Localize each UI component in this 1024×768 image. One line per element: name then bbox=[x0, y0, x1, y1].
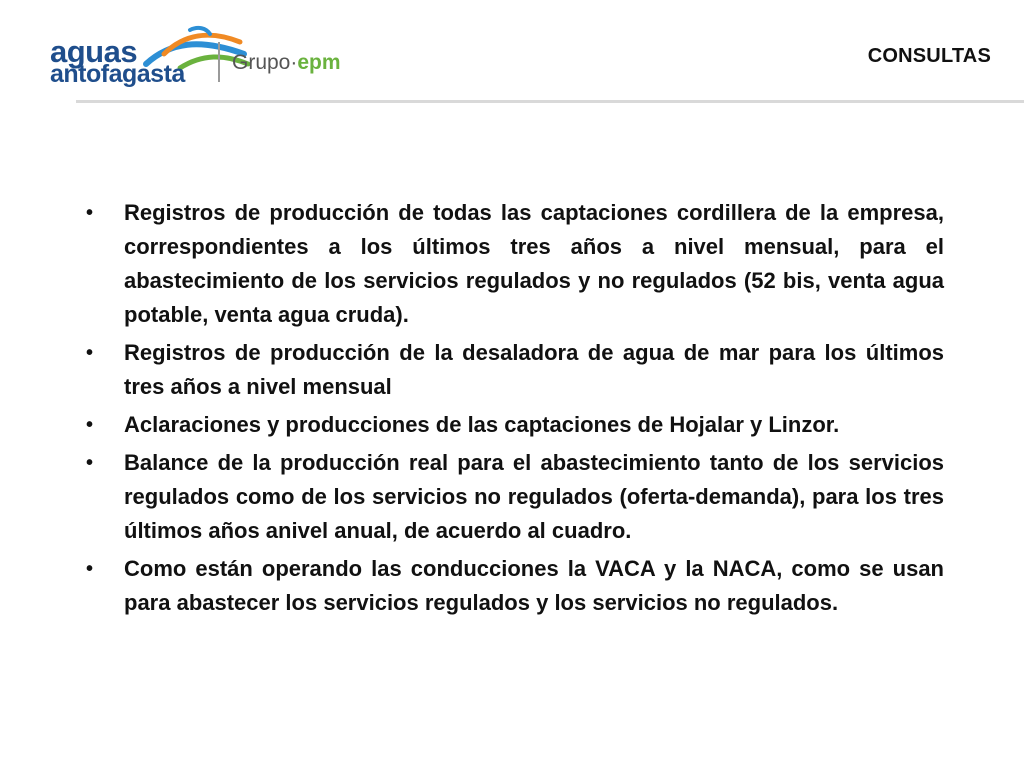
header-divider bbox=[76, 100, 1024, 103]
bullet-item bbox=[86, 196, 944, 332]
bullet-icon: • bbox=[86, 452, 94, 474]
bullet-icon: • bbox=[86, 202, 94, 224]
bullet-item bbox=[86, 446, 944, 548]
bullet-icon: • bbox=[86, 558, 94, 580]
logo-text-aguas: aguas bbox=[50, 34, 138, 69]
logo-text-antofagasta: antofagasta bbox=[50, 60, 185, 88]
bullet-item bbox=[86, 336, 944, 404]
bullet-text: Aclaraciones y producciones de las captaciones de Hojalar y Linzor. bbox=[124, 412, 840, 437]
bullet-text: Como están operando las conducciones la VACA y la NACA, como se usan para abastecer los servicios regulados y los servicios no regulados. bbox=[124, 556, 944, 615]
header bbox=[0, 0, 1024, 104]
bullet-item bbox=[86, 552, 944, 620]
logo-divider bbox=[218, 42, 220, 82]
bullet-text: Registros de producción de la desaladora de agua de mar para los últimos tres años a nivel mensual bbox=[124, 340, 944, 399]
bullet-icon: • bbox=[86, 342, 94, 364]
main-content bbox=[86, 196, 944, 624]
bullet-text: Balance de la producción real para el abastecimiento tanto de los servicios regulados como de los servicios no regulados (oferta-demanda), para los tres últimos años anivel anual, de acuerdo al cuadro. bbox=[124, 450, 944, 543]
aguas-antofagasta-logo bbox=[50, 24, 210, 90]
bullet-list bbox=[86, 196, 944, 620]
page-title: CONSULTAS bbox=[867, 45, 991, 67]
logo-text-grupo: Grupo· bbox=[232, 51, 298, 74]
bullet-icon: • bbox=[86, 414, 94, 436]
bullet-text: Registros de producción de todas las captaciones cordillera de la empresa, correspondientes a los últimos tres años a nivel mensual, para el abastecimiento de los servicios regulados y no regulados (52 bis, venta agua potable, venta agua cruda). bbox=[124, 200, 944, 327]
bullet-item bbox=[86, 408, 944, 442]
logo-text-epm: epm bbox=[297, 51, 341, 74]
grupo-epm-logo bbox=[232, 52, 341, 73]
